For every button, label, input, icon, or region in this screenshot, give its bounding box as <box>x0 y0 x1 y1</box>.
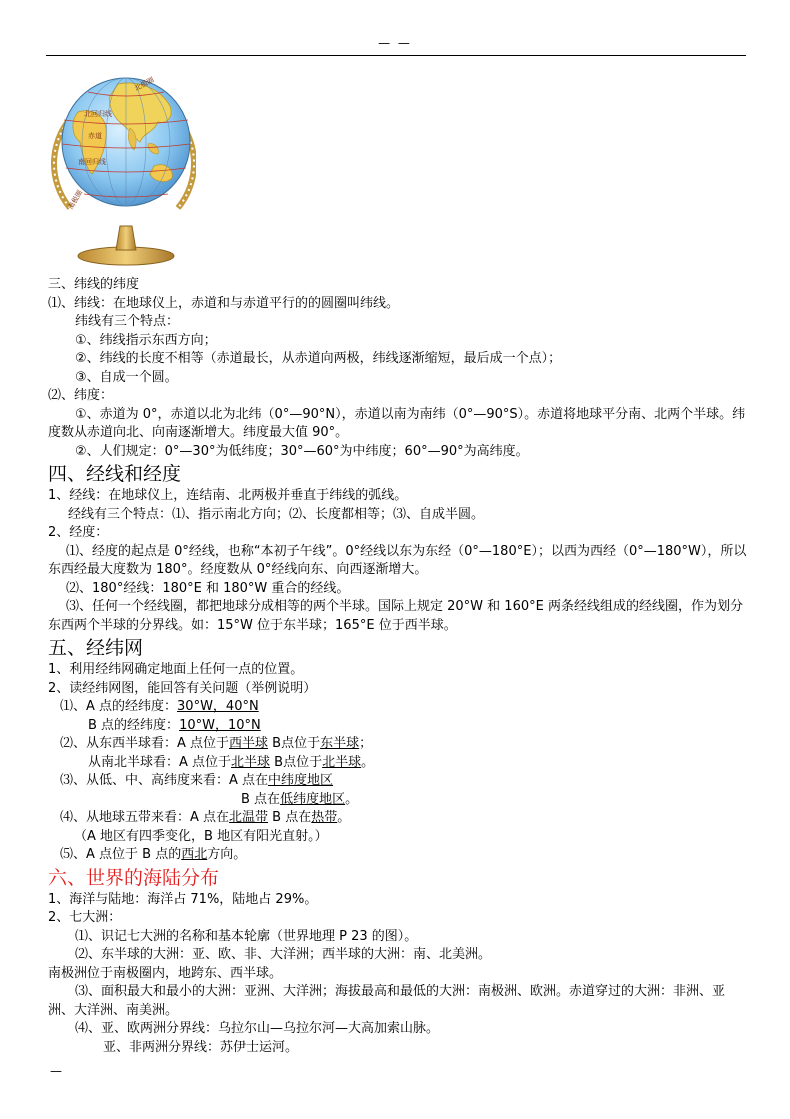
sec4-p1a: 经线有三个特点：⑴、指示南北方向；⑵、长度都相等；⑶、自成半圆。 <box>68 506 485 522</box>
sec4-p2: 2、经度： <box>48 525 109 540</box>
sec6-p2b: ⑵、东半球的大洲：亚、欧、非、大洋洲；西半球的大洲：南、北美洲。 <box>75 947 492 962</box>
sec5-q2a: ⑵、从东西半球看：A 点位于西半球 B点位于东半球； <box>60 736 373 751</box>
sec5-q4a: ⑷、从地球五带来看：A 点在北温带 B 点在热带。 <box>60 810 351 825</box>
sec5-q1a: ⑴、A 点的经纬度：30°W，40°N <box>60 699 259 714</box>
answer-a-coords: 30°W，40°N <box>177 699 259 714</box>
sec4-p2a: ⑴、经度的起点是 0°经线，也称“本初子午线”。0°经线以东为东经（0°—180°E）；以西为西经（0°—180°W），所以东西经最大度数为 180°。经度数从 0°经线向东、向西逐渐增大。 <box>48 543 747 577</box>
label-south-tropic: 南回归线 <box>78 158 106 166</box>
sec6-p2a: ⑴、识记七大洲的名称和基本轮廓（世界地理 P 23 的图）。 <box>75 928 418 944</box>
page-footer-mark: — <box>50 1064 62 1078</box>
sec5-q2b: 从南北半球看：A 点位于北半球 B点位于北半球。 <box>88 754 375 770</box>
sec6-p2e: ⑷、亚、欧两洲分界线：乌拉尔山—乌拉尔河—大高加索山脉。 <box>75 1021 440 1036</box>
header-rule <box>46 55 746 56</box>
sec6-p1: 1、海洋与陆地：海洋占 71%，陆地占 29%。 <box>48 891 318 907</box>
sec6-p2c: 南极洲位于南极圈内，地跨东、西半球。 <box>48 965 283 981</box>
sec3-p1: ⑴、纬线：在地球仪上，赤道和与赤道平行的的圆圈叫纬线。 <box>48 295 400 311</box>
sec4-p2b: ⑵、180°经线：180°E 和 180°W 重合的经线。 <box>66 580 350 596</box>
sec4-p2c: ⑶、任何一个经线圈，都把地球分成相等的两个半球。国际上规定 20°W 和 160°E 两条经线组成的经线圈，作为划分东西两个半球的分界线。如：15°W 位于东半球；165°E 位于西半球。 <box>48 599 743 633</box>
label-north-tropic: 北回归线 <box>84 110 112 118</box>
page-header-mark: — — <box>378 36 412 50</box>
sec6-p2: 2、七大洲： <box>48 910 122 925</box>
section-6-title: 六、世界的海陆分布 <box>48 866 220 889</box>
sec3-p1a: 纬线有三个特点： <box>75 314 180 329</box>
sec3-p1b: ①、纬线指示东西方向； <box>75 332 217 348</box>
sec3-p2: ⑵、纬度： <box>48 388 114 403</box>
globe-stand <box>116 226 136 250</box>
label-arctic-circle: 北极圈 <box>133 75 156 93</box>
sec5-p2: 2、读经纬网图，能回答有关问题（举例说明） <box>48 680 317 696</box>
section-5-title: 五、经纬网 <box>48 637 144 659</box>
sec5-q5: ⑸、A 点位于 B 点的西北方向。 <box>60 847 247 862</box>
sec3-p2b: ②、人们规定：0°—30°为低纬度；30°—60°为中纬度；60°—90°为高纬度。 <box>75 443 529 459</box>
sec5-q1b: B 点的经纬度：10°W，10°N <box>88 717 261 733</box>
document-body <box>48 276 748 1057</box>
sec3-p2a: ①、赤道为 0°，赤道以北为北纬（0°—90°N），赤道以南为南纬（0°—90°S）。赤道将地球平分南、北两个半球。纬度数从赤道向北、向南逐渐增大。纬度最大值 90°。 <box>48 406 746 440</box>
section-3-title: 三、纬线的纬度 <box>48 277 140 292</box>
label-equator: 赤道 <box>88 132 102 140</box>
section-4-title: 四、经线和经度 <box>48 463 182 485</box>
label-antarctic-circle: 南极圈 <box>66 188 85 211</box>
sec5-q3b: B 点在低纬度地区。 <box>241 791 359 807</box>
sec6-p2d: ⑶、面积最大和最小的大洲：亚洲、大洋洲；海拔最高和最低的大洲：南极洲、欧洲。赤道穿过的大洲：非洲、亚洲、大洋洲、南美洲。 <box>48 984 726 1018</box>
sec4-p1: 1、经线：在地球仪上，连结南、北两极并垂直于纬线的弧线。 <box>48 488 408 503</box>
globe-figure <box>48 58 196 268</box>
sec3-p1c: ②、纬线的长度不相等（赤道最长，从赤道向两极，纬线逐渐缩短，最后成一个点）； <box>75 351 562 366</box>
sec5-p1: 1、利用经纬网确定地面上任何一点的位置。 <box>48 662 304 677</box>
sec6-p2f: 亚、非两洲分界线：苏伊士运河。 <box>103 1039 299 1055</box>
sec3-p1d: ③、自成一个圆。 <box>75 369 178 385</box>
sec5-q4b: （A 地区有四季变化，B 地区有阳光直射。） <box>74 828 328 844</box>
sec5-q3a: ⑶、从低、中、高纬度来看：A 点在中纬度地区 <box>60 773 334 788</box>
answer-b-coords: 10°W，10°N <box>179 717 261 733</box>
